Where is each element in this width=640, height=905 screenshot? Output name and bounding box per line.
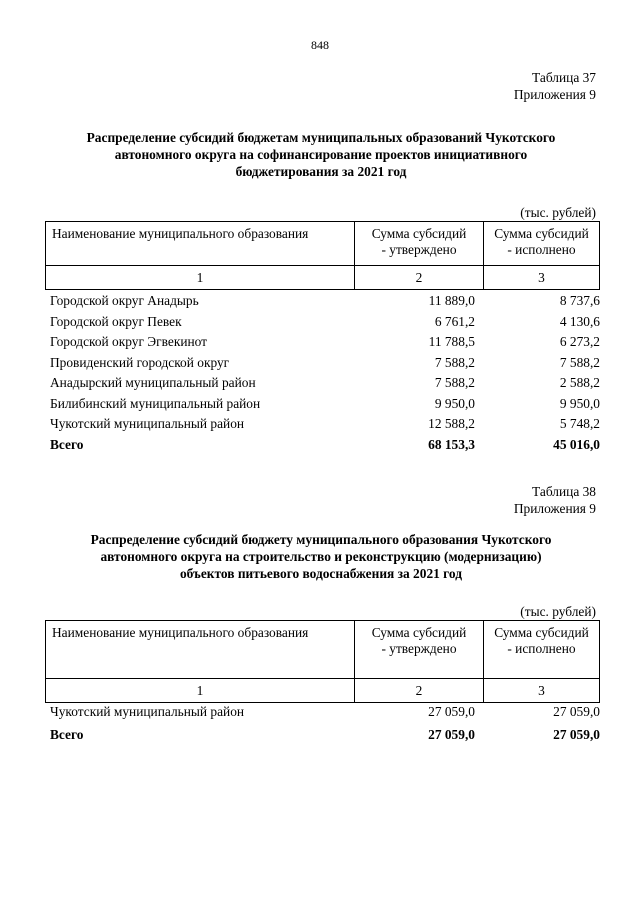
row-approved: 11 788,5 bbox=[428, 334, 475, 349]
row-name: Городской округ Анадырь bbox=[50, 293, 199, 308]
row-name: Билибинский муниципальный район bbox=[50, 395, 261, 411]
table38-title-line: Распределение субсидий бюджету муниципального образования Чукотского bbox=[90, 532, 552, 547]
table38-caption bbox=[514, 483, 596, 517]
total-label: Всего bbox=[50, 727, 84, 742]
column-header-approved-line1: Сумма субсидий bbox=[371, 226, 467, 241]
table37-title-line: Распределение субсидий бюджетам муниципальных образований Чукотского bbox=[86, 130, 556, 145]
table37-caption bbox=[514, 69, 596, 103]
row-name: Провиденский городской округ bbox=[50, 354, 230, 370]
column-number-2: 2 bbox=[355, 266, 484, 290]
row-approved: 6 761,2 bbox=[434, 313, 475, 329]
row-executed: 27 059,0 bbox=[553, 704, 600, 719]
table-row bbox=[50, 291, 600, 312]
row-executed: 5 748,2 bbox=[559, 416, 600, 431]
column-header-approved bbox=[355, 222, 484, 266]
table38-title-line: автономного округа на строительство и реконструкцию (модернизацию) bbox=[100, 549, 542, 564]
column-header-approved-line1: Сумма субсидий bbox=[371, 625, 467, 640]
table-row bbox=[50, 414, 600, 435]
total-row bbox=[50, 435, 600, 456]
row-executed: 9 950,0 bbox=[559, 395, 600, 411]
table-row bbox=[50, 312, 600, 333]
table37-caption-number: Таблица 37 bbox=[532, 70, 596, 85]
row-executed: 8 737,6 bbox=[559, 293, 600, 308]
table-row bbox=[50, 332, 600, 353]
column-header-approved-line2: - утверждено bbox=[381, 242, 457, 257]
row-name: Городской округ Певек bbox=[50, 313, 182, 329]
column-header-executed-line2: - исполнено bbox=[507, 242, 576, 257]
table37-caption-appendix: Приложения 9 bbox=[513, 87, 596, 102]
total-executed: 27 059,0 bbox=[553, 727, 600, 742]
column-header-approved bbox=[355, 621, 484, 679]
row-executed: 4 130,6 bbox=[559, 313, 600, 329]
page-number: 848 bbox=[311, 38, 329, 52]
column-header-executed bbox=[484, 222, 600, 266]
table37-title-line: бюджетирования за 2021 год bbox=[235, 164, 407, 179]
table-row bbox=[50, 702, 600, 725]
table38-caption-appendix: Приложения 9 bbox=[513, 501, 596, 516]
table-row bbox=[50, 394, 600, 415]
table38-header bbox=[45, 620, 600, 703]
total-executed: 45 016,0 bbox=[553, 436, 600, 452]
table38-title-line: объектов питьевого водоснабжения за 2021 год bbox=[179, 566, 463, 581]
column-header-name: Наименование муниципального образования bbox=[46, 222, 355, 266]
column-number-2: 2 bbox=[355, 679, 484, 703]
table38-body bbox=[50, 702, 600, 746]
column-header-executed-line1: Сумма субсидий bbox=[494, 625, 589, 640]
table38-units: (тыс. рублей) bbox=[520, 604, 596, 619]
table37-title bbox=[40, 129, 602, 180]
table37-body bbox=[50, 291, 600, 455]
row-executed: 7 588,2 bbox=[559, 354, 600, 370]
total-label: Всего bbox=[50, 436, 84, 452]
table37-title-line: автономного округа на софинансирование проектов инициативного bbox=[114, 147, 528, 162]
total-approved: 27 059,0 bbox=[428, 727, 475, 742]
column-header-approved-line2: - утверждено bbox=[381, 641, 457, 656]
column-header-executed-line1: Сумма субсидий bbox=[494, 226, 589, 241]
row-executed: 6 273,2 bbox=[559, 334, 600, 349]
table-row bbox=[50, 353, 600, 374]
row-name: Чукотский муниципальный район bbox=[50, 704, 245, 719]
row-approved: 7 588,2 bbox=[434, 375, 475, 390]
column-number-1: 1 bbox=[46, 266, 355, 290]
row-name: Анадырский муниципальный район bbox=[50, 375, 256, 390]
row-name: Городской округ Эгвекинот bbox=[50, 334, 208, 349]
table37-header bbox=[45, 221, 600, 290]
column-header-name: Наименование муниципального образования bbox=[46, 621, 355, 679]
column-header-executed-line2: - исполнено bbox=[507, 641, 576, 656]
row-approved: 7 588,2 bbox=[434, 354, 475, 370]
table38-title bbox=[40, 531, 602, 582]
row-approved: 27 059,0 bbox=[428, 704, 475, 719]
total-approved: 68 153,3 bbox=[428, 436, 475, 452]
table37-units: (тыс. рублей) bbox=[520, 205, 596, 220]
row-approved: 9 950,0 bbox=[434, 395, 475, 411]
table38-caption-number: Таблица 38 bbox=[532, 484, 596, 499]
table-row bbox=[50, 373, 600, 394]
total-row bbox=[50, 725, 600, 746]
column-number-1: 1 bbox=[46, 679, 355, 703]
column-number-3: 3 bbox=[484, 266, 600, 290]
row-executed: 2 588,2 bbox=[559, 375, 600, 390]
row-name: Чукотский муниципальный район bbox=[50, 416, 245, 431]
column-header-executed bbox=[484, 621, 600, 679]
column-number-3: 3 bbox=[484, 679, 600, 703]
row-approved: 11 889,0 bbox=[428, 293, 475, 308]
row-approved: 12 588,2 bbox=[428, 416, 475, 431]
